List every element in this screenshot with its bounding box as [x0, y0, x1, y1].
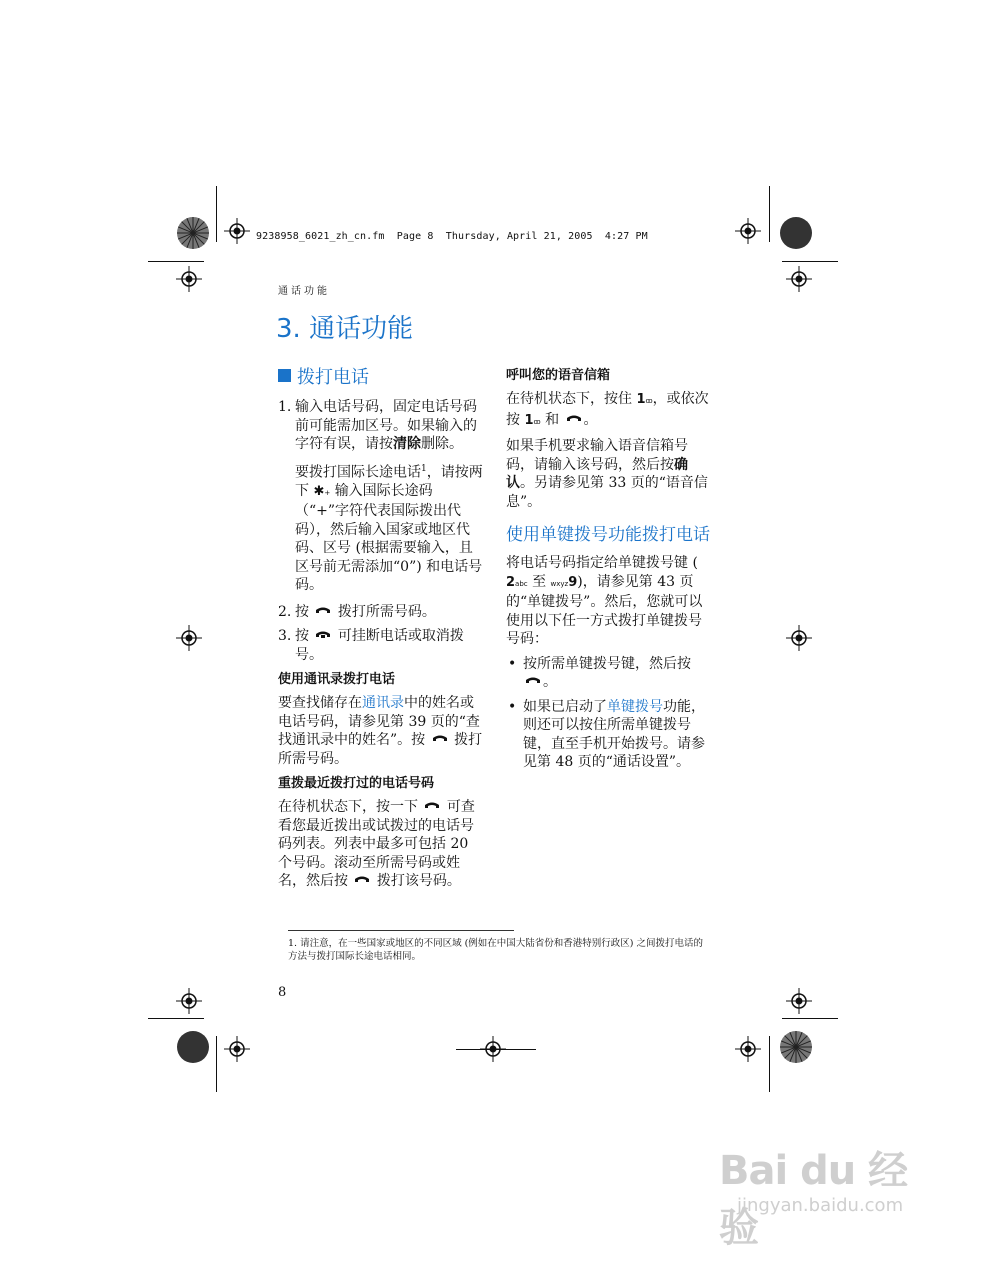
watermark-brand: Bai du 经验 — [719, 1148, 908, 1251]
paragraph: 要查找储存在通讯录中的姓名或电话号码，请参见第 39 页的“查找通讯录中的姓名”。按 拨打所需号码。 — [278, 695, 483, 767]
page-number: 8 — [278, 985, 287, 1000]
registration-mark-icon — [735, 218, 761, 244]
list-item: 1. 输入电话号码，固定电话号码前可能需加区号。如果输入的字符有误，请按清除删除。 — [278, 399, 477, 452]
footnote: 1. 请注意，在一些国家或地区的不同区域 (例如在中国大陆省份和香港特别行政区) 之间拨打电话的方法与拨打国际长途电话相同。 — [288, 938, 704, 962]
left-column — [278, 366, 484, 897]
call-key-icon — [424, 801, 440, 809]
registration-mark-icon — [176, 625, 202, 651]
registration-mark-icon — [735, 1036, 761, 1062]
watermark — [719, 1135, 939, 1251]
color-bar-sunburst-icon — [176, 1030, 210, 1064]
color-bar-sunburst-icon — [779, 1030, 813, 1064]
call-key-icon — [432, 734, 448, 742]
voicemail-key-icon: 1ꝏ — [636, 392, 653, 407]
paragraph: 如果手机要求输入语音信箱号码，请输入该号码，然后按确认。另请参见第 33 页的“语音信息”。 — [506, 438, 708, 510]
watermark-url: jingyan.baidu.com — [737, 1195, 904, 1216]
file-header: 9238958_6021_zh_cn.fm Page 8 Thursday, April 21, 2005 4:27 PM — [256, 231, 648, 242]
chapter-title: 3. 通话功能 — [276, 314, 414, 344]
footnote-ref: 1 — [421, 463, 427, 474]
registration-mark-icon — [786, 988, 812, 1014]
registration-mark-icon — [176, 988, 202, 1014]
registration-mark-icon — [224, 218, 250, 244]
list-item: • 按所需单键拨号键，然后按 。 — [508, 655, 691, 690]
call-key-icon — [315, 606, 331, 614]
speed-dial-link[interactable]: 单键拨号 — [607, 698, 663, 715]
subsection-title: 重拨最近拨打过的电话号码 — [278, 776, 435, 792]
star-key-icon: ✱+ — [313, 483, 331, 499]
registration-mark-icon — [224, 1036, 250, 1062]
registration-mark-icon — [176, 266, 202, 292]
bullet-icon: • — [508, 698, 517, 715]
registration-mark-icon — [786, 625, 812, 651]
trim-mark — [456, 1049, 536, 1050]
voicemail-key-icon: 1ꝏ — [524, 412, 541, 428]
registration-mark-icon — [786, 266, 812, 292]
list-item: 3. 按 可挂断电话或取消拨号。 — [278, 628, 464, 663]
list-item: • 如果已启动了单键拨号功能，则还可以按住所需单键拨号键，直至手机开始拨号。请参见第 48 页的“通话设置”。 — [508, 698, 705, 770]
list-item: 2. 按 拨打所需号码。 — [278, 603, 436, 620]
key-2-icon: 2abc — [506, 574, 528, 590]
contacts-link[interactable]: 通讯录 — [362, 695, 404, 712]
color-bar-sunburst-icon — [176, 216, 210, 250]
section-square-icon — [278, 369, 291, 382]
footnote-rule — [288, 930, 514, 931]
section-title: 拨打电话 — [278, 366, 484, 390]
call-key-icon — [566, 414, 582, 422]
bullet-icon: • — [508, 655, 517, 672]
list-item-note: 要拨打国际长途电话$^1$，请按两下 ✱+ 输入国际长途码（“+”字符代表国际拨出代码），然后输入国家或地区代码、区号 (根据需要输入，且区号前无需添加“0”) 和电话号码。 — [295, 463, 483, 594]
running-head: 通话功能 — [278, 286, 330, 297]
color-bar-sunburst-icon — [779, 216, 813, 250]
paragraph: 在待机状态下，按住 1ꝏ，或依次按 1ꝏ 和 。 — [506, 390, 710, 431]
right-column — [506, 366, 710, 778]
paragraph: 将电话号码指定给单键拨号键 (2abc 至 wxyz9)，请参见第 43 页的“单键拨号”。然后，您就可以使用以下任一方式拨打单键拨号号码： — [506, 555, 703, 647]
call-key-icon — [354, 875, 370, 883]
paragraph: 在待机状态下，按一下 可查看您最近拨出或试拨过的电话号码列表。列表中最多可包括 20 个号码。滚动至所需号码或姓名，然后按 拨打该号码。 — [278, 799, 475, 890]
key-9-icon: wxyz9 — [550, 574, 578, 590]
section-title: 使用单键拨号功能拨打电话 — [506, 525, 710, 545]
subsection-title: 呼叫您的语音信箱 — [506, 368, 611, 383]
subsection-title: 使用通讯录拨打电话 — [278, 672, 396, 688]
end-key-icon — [315, 630, 331, 638]
call-key-icon — [525, 676, 541, 684]
